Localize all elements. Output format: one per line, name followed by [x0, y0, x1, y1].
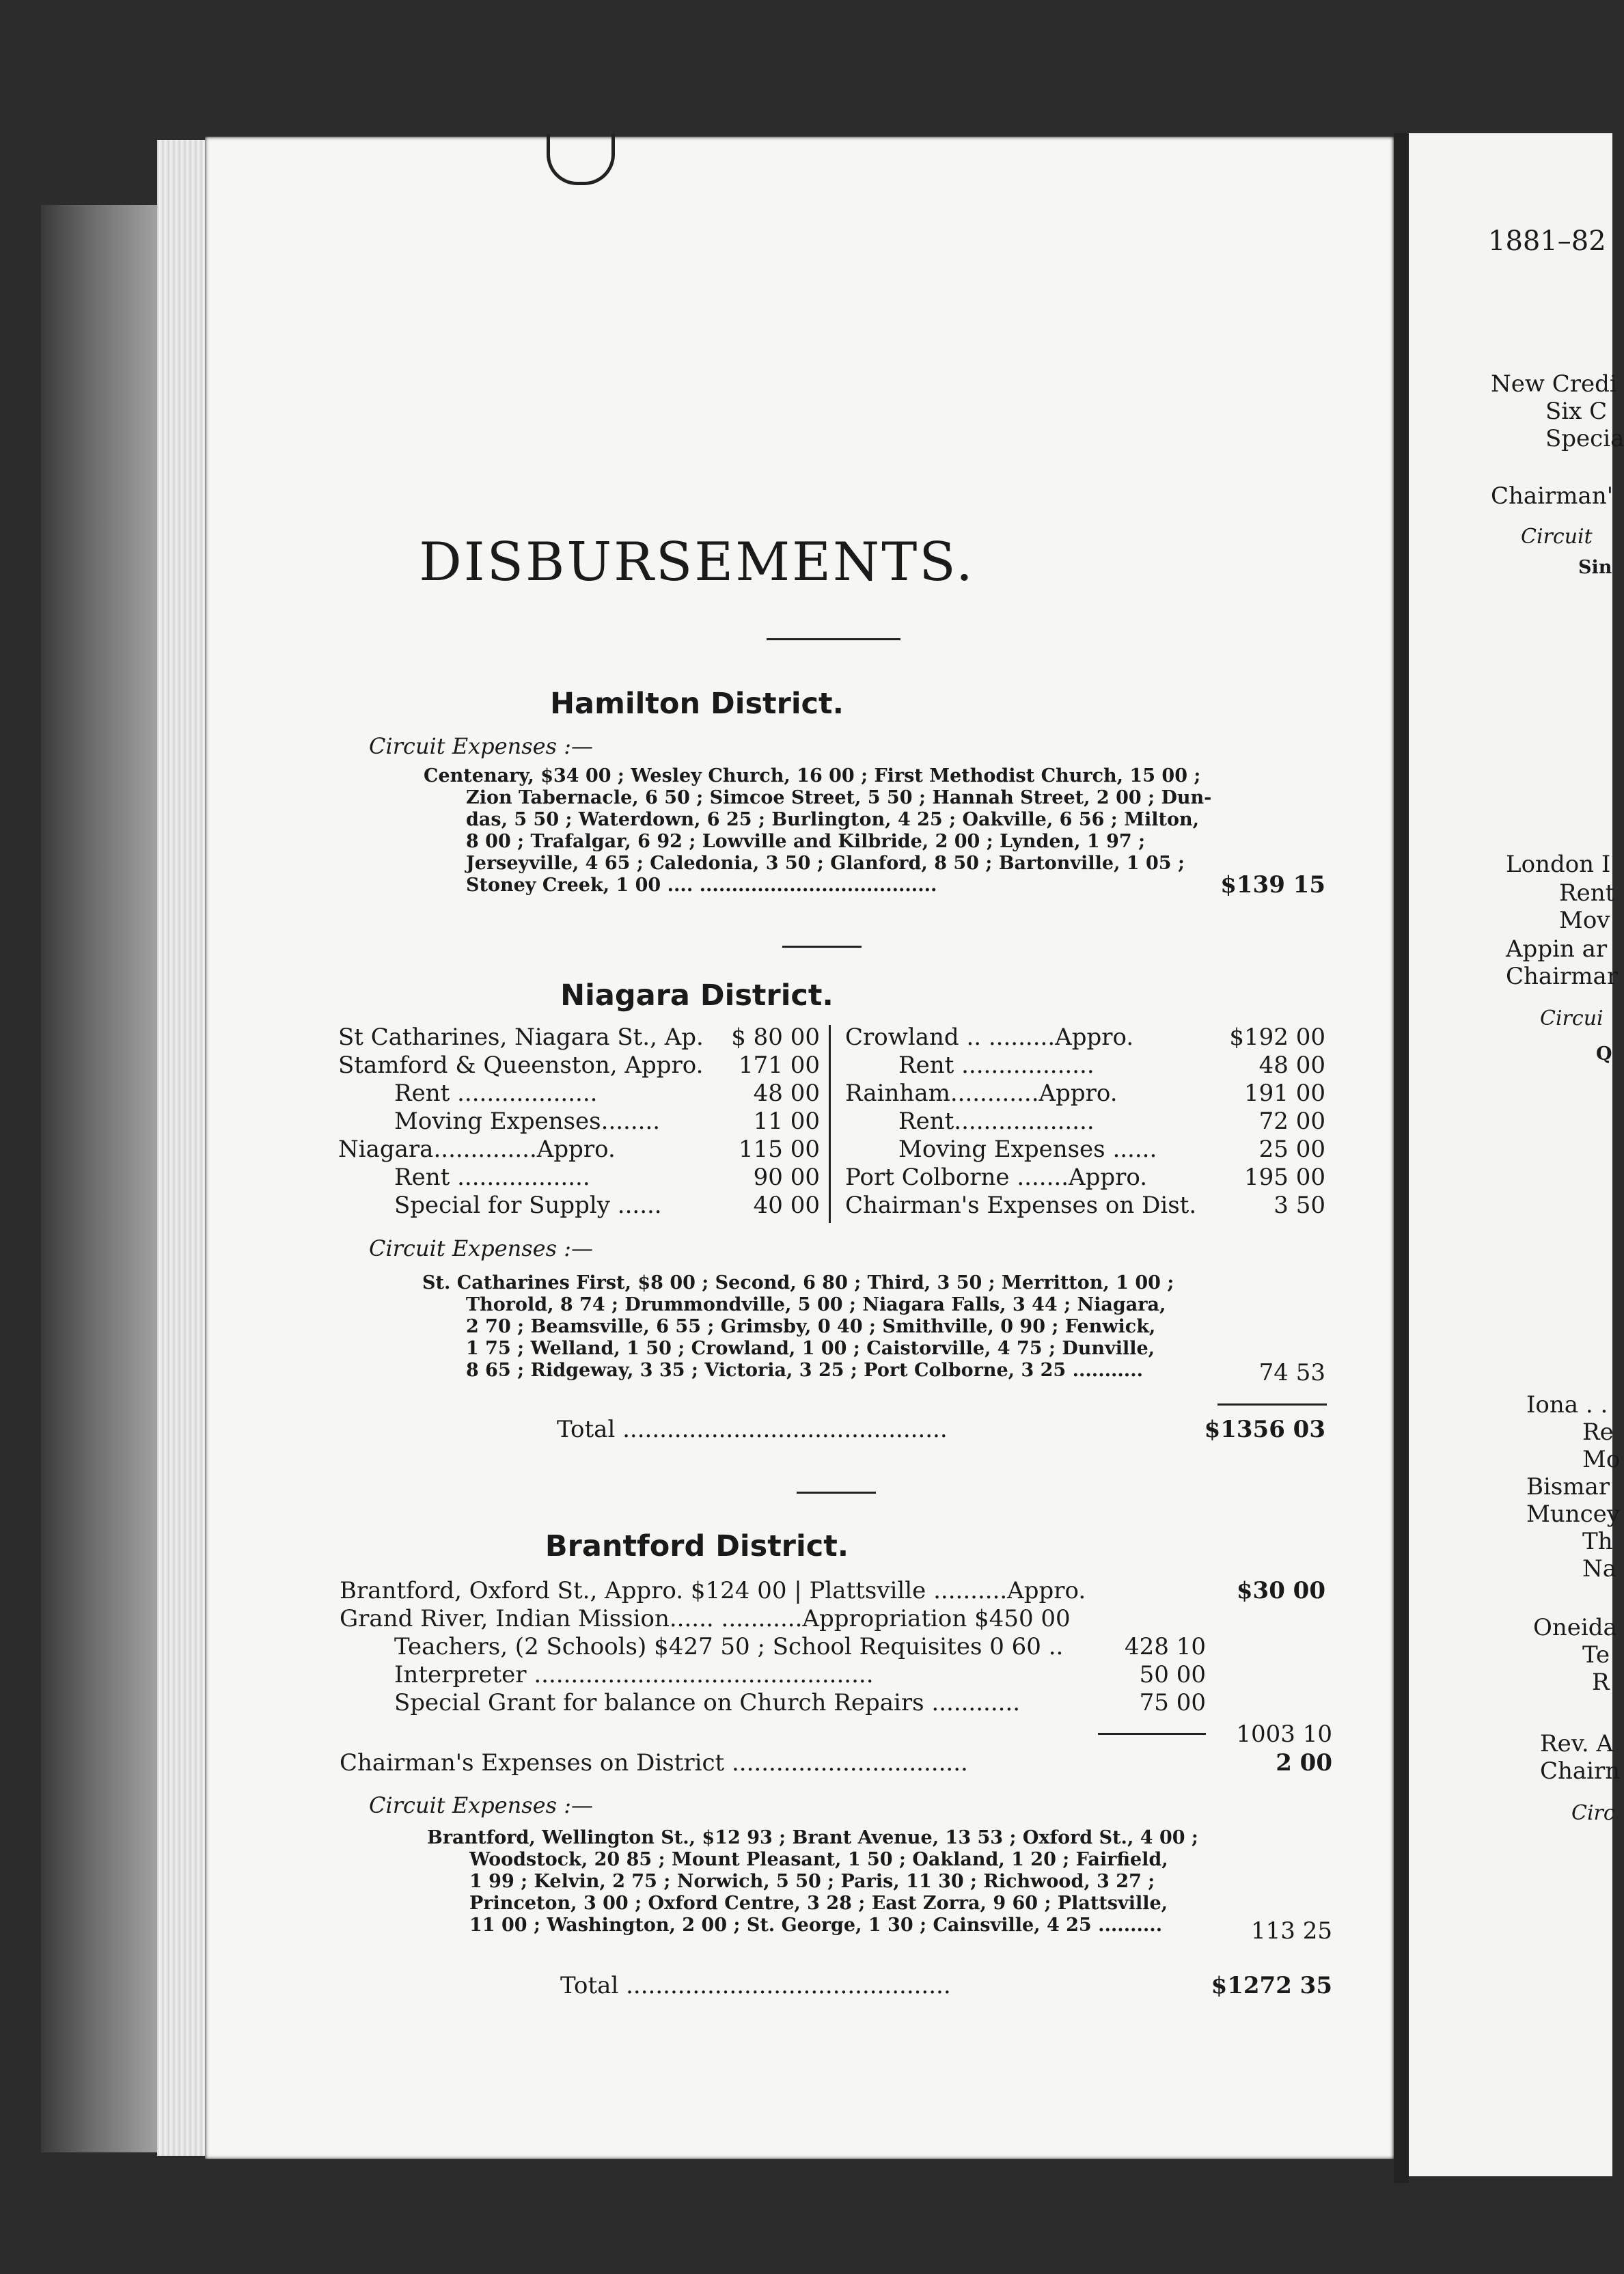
- right-fragment: Specia: [1545, 425, 1624, 452]
- brantford-sub-label: Teachers, (2 Schools) $427 50 ; School Requisites 0 60 ..: [394, 1633, 1064, 1660]
- niagara-right-label: Rent ..................: [898, 1052, 1095, 1079]
- right-fragment: Iona . .: [1526, 1391, 1608, 1419]
- right-fragment: Circui: [1540, 1006, 1604, 1030]
- niagara-left-amount: 90 00: [753, 1164, 820, 1191]
- niagara-left-label: Rent ...................: [394, 1080, 598, 1107]
- niagara-left-amount: 48 00: [753, 1080, 820, 1107]
- section-divider: [797, 1492, 876, 1494]
- brantford-sub-amount: 75 00: [1139, 1689, 1206, 1716]
- brantford-ce-line: Princeton, 3 00 ; Oxford Centre, 3 28 ; East Zorra, 9 60 ; Plattsville,: [469, 1893, 1168, 1914]
- niagara-left-label: Rent ..................: [394, 1164, 590, 1191]
- niagara-right-label: Chairman's Expenses on Dist.: [845, 1192, 1197, 1219]
- brantford-subtotal: 1003 10: [1236, 1721, 1332, 1748]
- right-fragment: Mov: [1559, 907, 1610, 934]
- brantford-sub-amount: 50 00: [1139, 1661, 1206, 1688]
- niagara-left-label: Niagara..............Appro.: [338, 1136, 616, 1163]
- niagara-right-label: Moving Expenses ......: [898, 1136, 1157, 1163]
- right-fragment: R: [1592, 1669, 1610, 1696]
- hamilton-ce-line: Centenary, $34 00 ; Wesley Church, 16 00 ; First Methodist Church, 15 00 ;: [424, 765, 1201, 786]
- niagara-right-amount: 195 00: [1244, 1164, 1325, 1191]
- brantford-line-amount: $30 00: [1236, 1577, 1325, 1604]
- sum-rule: [1098, 1733, 1206, 1735]
- niagara-left-amount: 40 00: [753, 1192, 820, 1219]
- brantford-sub-label: Interpreter ..............................................: [394, 1661, 874, 1688]
- niagara-ce-label: Circuit Expenses :—: [369, 1235, 593, 1261]
- title-divider: [767, 638, 900, 640]
- right-fragment: Sin: [1578, 557, 1612, 578]
- niagara-right-amount: $192 00: [1229, 1024, 1325, 1051]
- right-fragment: Na: [1582, 1555, 1617, 1583]
- hamilton-ce-line: das, 5 50 ; Waterdown, 6 25 ; Burlington, 4 25 ; Oakville, 6 56 ; Milton,: [466, 809, 1200, 830]
- niagara-right-amount: 25 00: [1258, 1136, 1325, 1163]
- right-fragment: Rev. A: [1540, 1730, 1614, 1757]
- right-fragment: Oneida: [1533, 1614, 1617, 1641]
- hamilton-ce-total: $139 15: [1220, 871, 1325, 899]
- niagara-left-amount: $ 80 00: [731, 1024, 820, 1051]
- brantford-ce-line: 11 00 ; Washington, 2 00 ; St. George, 1 30 ; Cainsville, 4 25 ..........: [469, 1915, 1163, 1936]
- niagara-ce-line: 1 75 ; Welland, 1 50 ; Crowland, 1 00 ; Caistorville, 4 75 ; Dunville,: [466, 1338, 1155, 1359]
- hamilton-ce-line: Jerseyville, 4 65 ; Caledonia, 3 50 ; Glanford, 8 50 ; Bartonville, 1 05 ;: [466, 853, 1185, 874]
- niagara-left-amount: 115 00: [739, 1136, 820, 1163]
- niagara-ce-total: 74 53: [1258, 1359, 1325, 1386]
- niagara-total: $1356 03: [1204, 1416, 1325, 1443]
- brantford-line: Grand River, Indian Mission...... ...........Appropriation $450 00: [340, 1605, 1071, 1632]
- niagara-right-amount: 3 50: [1274, 1192, 1325, 1219]
- right-fragment: Circ: [1571, 1801, 1615, 1825]
- sum-rule: [1217, 1403, 1327, 1406]
- brantford-ce-line: Woodstock, 20 85 ; Mount Pleasant, 1 50 ; Oakland, 1 20 ; Fairfield,: [469, 1849, 1168, 1870]
- right-fragment: Chairmar: [1506, 963, 1619, 990]
- right-fragment: Te: [1582, 1641, 1610, 1669]
- niagara-right-label: Crowland .. .........Appro.: [845, 1024, 1134, 1051]
- right-fragment: Th: [1582, 1528, 1613, 1555]
- niagara-left-amount: 11 00: [753, 1108, 820, 1135]
- right-fragment: Muncey: [1526, 1501, 1620, 1528]
- right-fragment: Chairn: [1540, 1757, 1621, 1785]
- niagara-heading: Niagara District.: [560, 978, 834, 1013]
- brantford-sub-amount: 428 10: [1125, 1633, 1206, 1660]
- right-page-header: 1881–82: [1488, 225, 1606, 257]
- niagara-left-label: Moving Expenses........: [394, 1108, 661, 1135]
- niagara-left-label: St Catharines, Niagara St., Ap.: [338, 1024, 704, 1051]
- brantford-ce-line: 1 99 ; Kelvin, 2 75 ; Norwich, 5 50 ; Paris, 11 30 ; Richwood, 3 27 ;: [469, 1871, 1155, 1892]
- hamilton-ce-label: Circuit Expenses :—: [369, 733, 593, 759]
- section-divider: [782, 946, 862, 948]
- hamilton-ce-line: Stoney Creek, 1 00 .... .....................................: [466, 875, 937, 896]
- brantford-heading: Brantford District.: [545, 1529, 849, 1563]
- brantford-total-label: Total ............................................: [560, 1972, 951, 1999]
- niagara-right-amount: 48 00: [1258, 1052, 1325, 1079]
- niagara-left-label: Stamford & Queenston, Appro.: [338, 1052, 704, 1079]
- niagara-right-amount: 191 00: [1244, 1080, 1325, 1107]
- brantford-chairman-label: Chairman's Expenses on District ................................: [340, 1749, 968, 1777]
- right-fragment: Appin ar: [1506, 935, 1608, 963]
- niagara-left-label: Special for Supply ......: [394, 1192, 662, 1219]
- right-fragment: Bismar: [1526, 1473, 1610, 1501]
- niagara-left-amount: 171 00: [739, 1052, 820, 1079]
- brantford-ce-line: Brantford, Wellington St., $12 93 ; Brant Avenue, 13 53 ; Oxford St., 4 00 ;: [427, 1827, 1198, 1848]
- right-fragment: Re: [1582, 1419, 1614, 1446]
- brantford-ce-total: 113 25: [1251, 1917, 1332, 1945]
- right-fragment: Chairman': [1491, 482, 1614, 510]
- niagara-ce-line: Thorold, 8 74 ; Drummondville, 5 00 ; Niagara Falls, 3 44 ; Niagara,: [466, 1294, 1166, 1315]
- page-title: DISBURSEMENTS.: [419, 532, 975, 593]
- niagara-ce-line: 8 65 ; Ridgeway, 3 35 ; Victoria, 3 25 ; Port Colborne, 3 25 ...........: [466, 1360, 1143, 1381]
- hamilton-heading: Hamilton District.: [550, 687, 844, 721]
- right-fragment: London I: [1506, 851, 1611, 878]
- hamilton-ce-line: Zion Tabernacle, 6 50 ; Simcoe Street, 5 50 ; Hannah Street, 2 00 ; Dun-: [466, 787, 1212, 808]
- book-gutter: [1394, 133, 1409, 2183]
- hamilton-ce-line: 8 00 ; Trafalgar, 6 92 ; Lowville and Kilbride, 2 00 ; Lynden, 1 97 ;: [466, 831, 1146, 852]
- column-divider: [829, 1025, 831, 1223]
- niagara-right-label: Port Colborne .......Appro.: [845, 1164, 1148, 1191]
- niagara-right-label: Rent...................: [898, 1108, 1095, 1135]
- right-fragment: Rent: [1559, 879, 1615, 907]
- brantford-chairman-amount: 2 00: [1276, 1749, 1332, 1777]
- niagara-ce-line: 2 70 ; Beamsville, 6 55 ; Grimsby, 0 40 ; Smithville, 0 90 ; Fenwick,: [466, 1316, 1156, 1337]
- brantford-total: $1272 35: [1211, 1972, 1332, 1999]
- brantford-ce-label: Circuit Expenses :—: [369, 1792, 593, 1818]
- right-fragment: Mo: [1582, 1446, 1621, 1473]
- right-fragment: New Credi: [1491, 370, 1617, 398]
- right-fragment: Six C: [1545, 398, 1608, 425]
- niagara-right-amount: 72 00: [1258, 1108, 1325, 1135]
- niagara-ce-line: St. Catharines First, $8 00 ; Second, 6 80 ; Third, 3 50 ; Merritton, 1 00 ;: [422, 1272, 1174, 1293]
- right-fragment: Circuit: [1521, 525, 1593, 549]
- right-fragment: Q: [1596, 1043, 1612, 1065]
- niagara-right-label: Rainham............Appro.: [845, 1080, 1118, 1107]
- brantford-sub-label: Special Grant for balance on Church Repairs ............: [394, 1689, 1021, 1716]
- niagara-total-label: Total ............................................: [557, 1416, 948, 1443]
- brantford-line: Brantford, Oxford St., Appro. $124 00 | Plattsville ..........Appro.: [340, 1577, 1086, 1604]
